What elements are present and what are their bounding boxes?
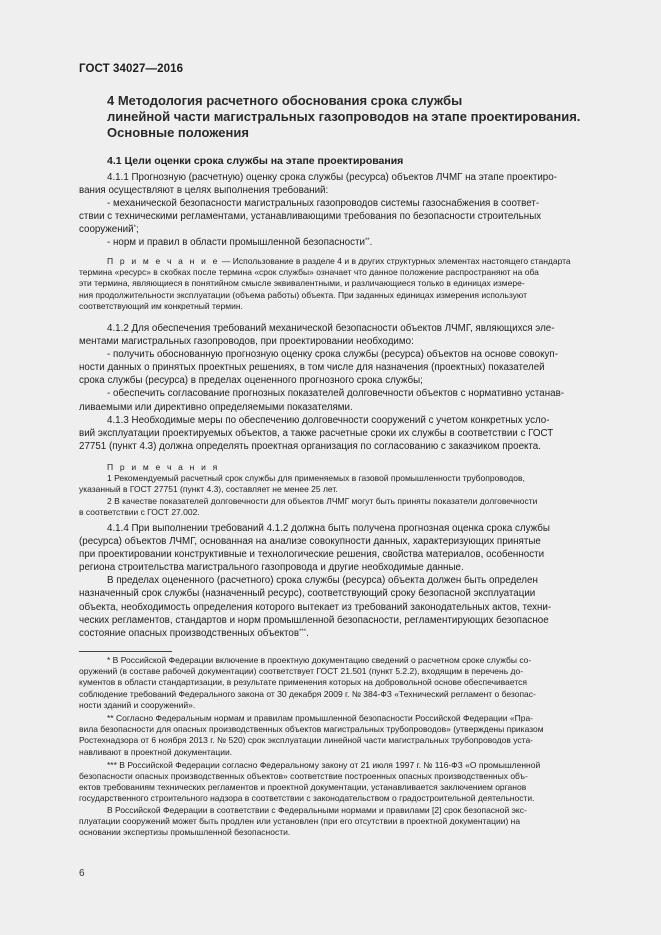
footnote-line: В Российской Федерации в соответствии с Федеральными нормами и правилами [2] срок безопасной экс- [107,804,527,815]
text-line: эти термина, являющиеся в понятийном смысле эквивалентными, и различающиеся только в единицах измере- [79,278,525,289]
text-line: (ресурса) объектов ЛЧМГ, основанная на анализе совокупности данных, характеризующих принятые [79,536,541,548]
text-line: 4.1.3 Необходимые меры по обеспечению долговечности сооружений с учетом конкретных усло- [107,414,550,426]
footnote-line: плуатации сооружений может быть продлен или установлен (при его отсутствии в проектной документации) на [79,815,521,826]
text-fragment: . [369,237,373,249]
text-line: 4.1.4 При выполнении требований 4.1.2 должна быть получена прогнозная оценка срока службы [107,523,550,534]
footnote-marker: * [133,225,136,232]
footnote-marker: *** [299,628,307,635]
footnote-line: государственного строительного надзора в соответствии с законодательством о градостроительной деятельности. [79,793,535,804]
text-line: вания осуществляют в целях выполнения требований: [79,185,329,197]
text-fragment: - норм и правил в области промышленной безопасности [107,237,365,249]
text-line: ствии с техническими регламентами, устанавливающими требования по безопасности строительных [79,211,542,223]
text-line: 4.1.2 Для обеспечения требований механической безопасности объектов ЛЧМГ, являющихся эле- [107,323,555,334]
text-line: назначенный срок службы (назначенный ресурс), соответствующий сроку безопасной эксплуатации [79,588,536,600]
text-line [79,462,583,473]
footnote-line: * В Российской Федерации включение в проектную документацию сведений о расчетном сроке службы со- [107,655,532,665]
footnote-line: ности зданий и сооружений». [79,699,196,710]
text-line: 2 В качестве показателей долговечности для объектов ЛЧМГ могут быть приняты показатели долговечности [107,495,538,506]
text-line: ментами магистральных газопроводов, при проектировании необходимо: [79,336,414,348]
text-fragment: . [306,627,309,639]
text-line: В пределах оцененного (расчетного) срока службы (ресурса) объекта должен быть определен [107,575,538,587]
footnote-line: вила безопасности для опасных производственных объектов магистральных трубопроводов» (утверждены приказом [79,724,544,735]
footnote-separator [79,651,172,652]
text-line [79,236,583,249]
text-line: ности данных о принятых проектных решениях, в том числе для назначения (проектных) показателей [79,362,545,374]
text-line: - получить обоснованную прогнозную оценку срока службы (ресурса) объектов на основе совокуп- [107,349,558,361]
text-line: при проектировании конструктивные и технологические решения, свойства материалов, особенности [79,549,545,561]
paragraph-4-1-2 [79,322,583,453]
footnote-line: соблюдение требований Федерального закона от 30 декабря 2009 г. № 384-ФЗ «Технический регламент о безопас- [79,688,536,699]
text-fragment: ; [135,224,139,236]
page-number: 6 [79,868,85,879]
document-code: ГОСТ 34027—2016 [79,63,184,75]
note-label: П р и м е ч а н и я [107,462,220,472]
section-title [107,93,607,141]
footnote-line: основании экспертизы промышленной безопасности. [79,827,291,838]
text-line: термина «ресурс» в скобках после термина «срок службы» означает что данное положение распространяют на оба [79,267,539,278]
text-line: 1 Рекомендуемый расчетный срок службы для применяемых в газовой промышленности трубопроводов, [107,473,525,484]
text-line: ния продолжительности эксплуатации (объема работы) объекта. При заданных единицах измерения используют [79,289,527,300]
text-fragment: состояние опасных производственных объектов [79,627,300,639]
note-block [79,256,583,312]
note-label: П р и м е ч а н и е [107,256,220,266]
text-line: ческих регламентов, стандартов и норм промышленной безопасности, регламентирующих безопасное [79,614,549,626]
text-line: объекта, необходимость определения которого вытекает из требований законодательных актов, техни- [79,601,552,613]
section-title-line: Основные положения [107,125,249,140]
text-line: 27751 (пункт 4.3) должна определять проектная организация по согласованию с заказчиком проекта. [79,440,541,452]
footnote-line: кументов в области стандартизации, в результате применения которых на добровольной основе обеспечивается [79,677,528,688]
text-line: срока службы (ресурса) в пределах оцененного прогнозного срока службы; [79,375,423,387]
footnote-line: *** В Российской Федерации согласно Федеральному закону от 21 июля 1997 г. № 116-ФЗ «О промышленной [107,759,541,770]
text-line: - механической безопасности магистральных газопроводов системы газоснабжения в соответ- [107,198,540,210]
footnote-line: навливают в проектной документации. [79,746,233,757]
footnote-line: оружений (в составе рабочей документации) соответствует ГОСТ 21.501 (пункт 5.2.2), входящим в перечень до- [79,666,524,677]
section-title-line: 4 Методология расчетного обоснования срока службы [107,93,463,108]
footnote-line: безопасности опасных производственных объектов» соответствие построенных опасных производственных объ- [79,771,528,782]
text-line: в соответствии с ГОСТ 27.002. [79,506,200,517]
notes-block [79,462,583,518]
text-line: региона строительства магистрального газопровода и другие необходимые данные. [79,562,464,574]
text-line: - обеспечить согласование прогнозных показателей долговечности объектов с нормативно устанав- [107,388,565,400]
text-line: указанный в ГОСТ 27751 (пункт 4.3), составляет не менее 25 лет. [79,484,338,495]
footnote-line: Ростехнадзора от 6 ноября 2013 г. № 520) срок эксплуатации линейной части магистральных трубопроводов уста- [79,735,534,746]
text-line: 4.1.1 Прогнозную (расчетную) оценку срока службы (ресурса) объектов ЛЧМГ на этапе проектиро- [107,172,557,183]
section-title-line: линейной части магистральных газопроводов на этапе проектирования. [107,109,581,124]
footnote-marker: ** [364,238,370,245]
text-line [79,256,583,267]
paragraph-4-1-1 [79,171,583,250]
text-line [79,627,583,640]
text-fragment: — Использование в разделе 4 и в других структурных элементах настоящего стандарта [219,256,571,266]
text-line [79,223,583,236]
text-line: соответствующий им конкретный термин. [79,300,243,311]
paragraph-4-1-4 [79,522,583,640]
footnotes [79,655,583,838]
subsection-title: 4.1 Цели оценки срока службы на этапе проектирования [107,155,404,167]
text-line: ливаемыми или директивно определяемыми показателями. [79,401,353,413]
text-fragment: сооружений [79,224,134,236]
text-line: вий эксплуатации проектируемых объектов, а также расчетные сроки их службы в соответствии с ГОСТ [79,427,554,439]
footnote-line: ** Согласно Федеральным нормам и правилам промышленной безопасности Российской Федерации «Пра- [107,713,534,724]
footnote-line: ектов требованиям технических регламентов и проектной документации, устанавливается заключением органов [79,782,527,793]
